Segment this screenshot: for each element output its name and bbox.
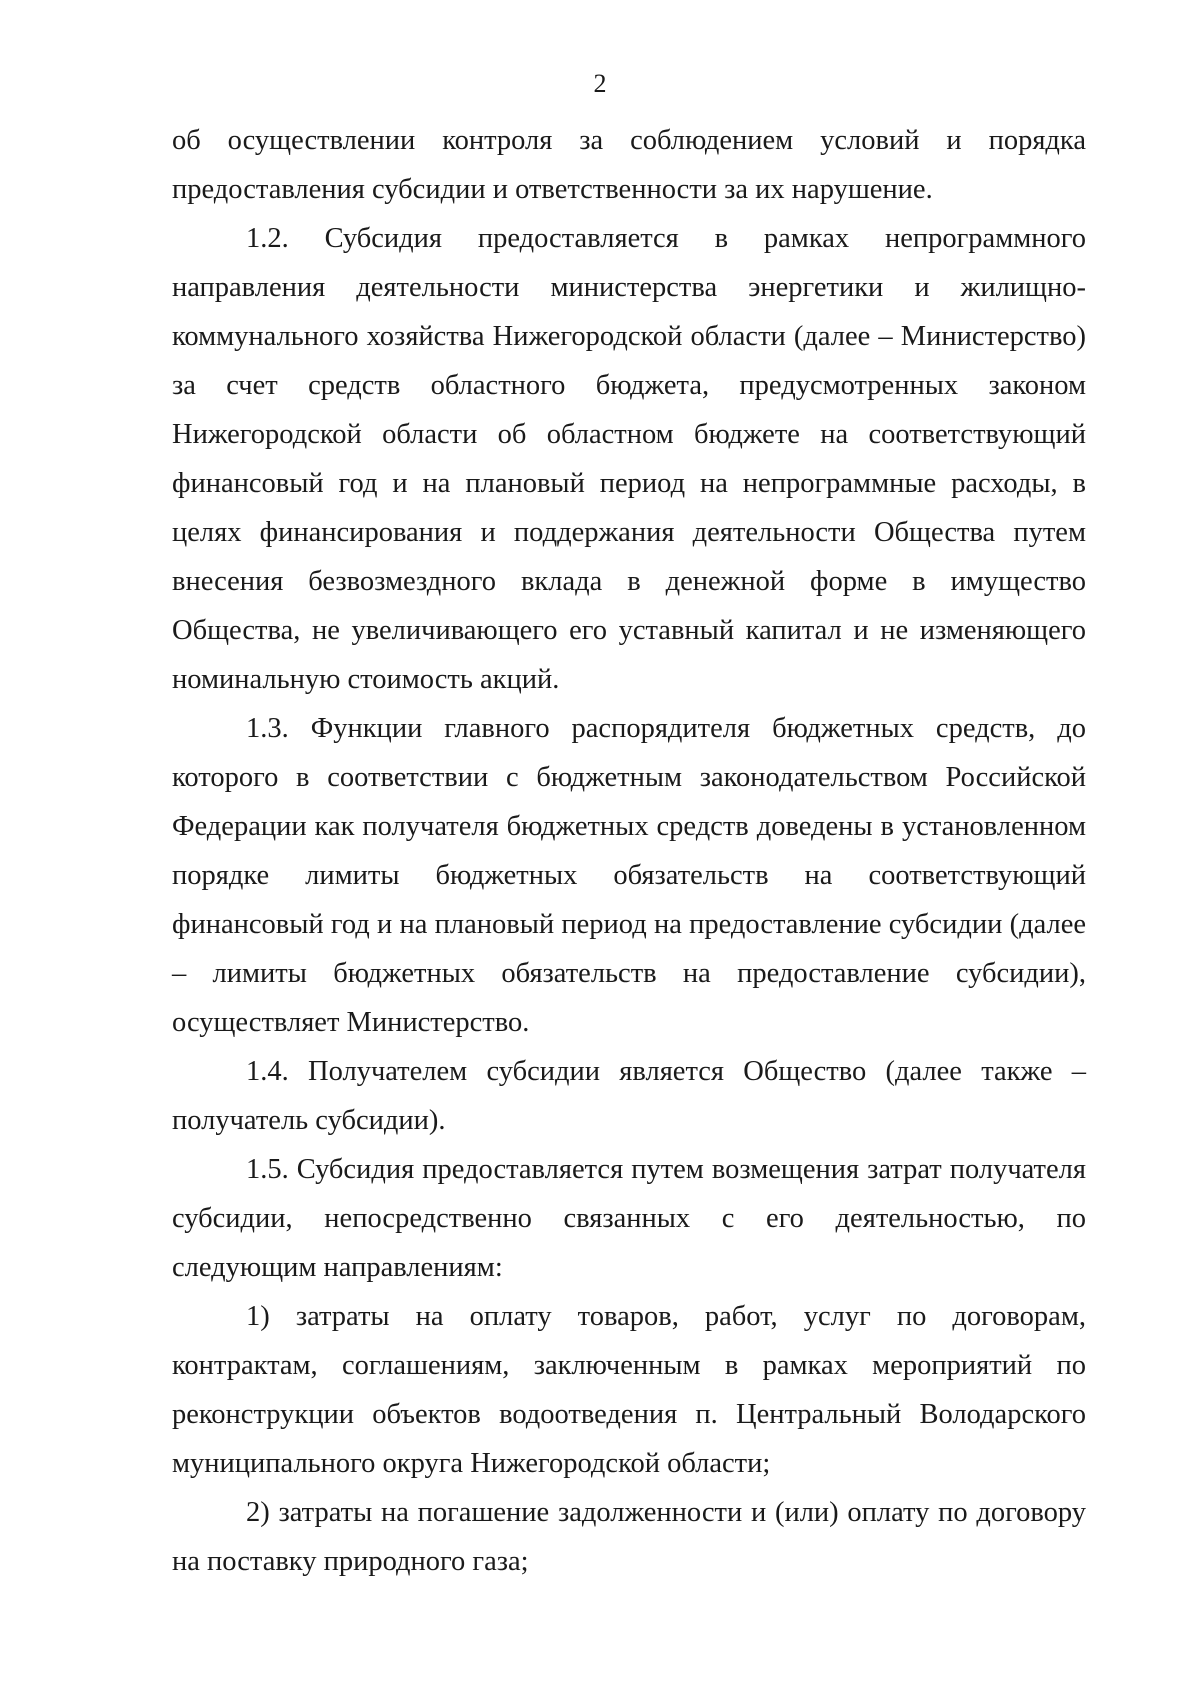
paragraph-1-2: 1.2. Субсидия предоставляется в рамках непрограммного направления деятельности министерства энергетики и жилищно-коммунального хозяйства Нижегородской области (далее – Министерство) за счет средств областного бюджета, предусмотренных законом Нижегородской области об областном бюджете на соответствующий финансовый год и на плановый период на непрограммные расходы, в целях финансирования и поддержания деятельности Общества путем внесения безвозмездного вклада в денежной форме в имущество Общества, не увеличивающего его уставный капитал и не изменяющего номинальную стоимость акций.	[172, 223, 1086, 695]
document-body	[172, 116, 1086, 1586]
paragraph-continuation: об осуществлении контроля за соблюдением условий и порядка предоставления субсидии и ответственности за их нарушение.	[172, 125, 1086, 205]
list-item-1: 1) затраты на оплату товаров, работ, услуг по договорам, контрактам, соглашениям, заключенным в рамках мероприятий по реконструкции объектов водоотведения п. Центральный Володарского муниципального округа Нижегородской области;	[172, 1301, 1086, 1479]
list-item-2: 2) затраты на погашение задолженности и (или) оплату по договору на поставку природного газа;	[172, 1497, 1086, 1577]
paragraph-1-3: 1.3. Функции главного распорядителя бюджетных средств, до которого в соответствии с бюджетным законодательством Российской Федерации как получателя бюджетных средств доведены в установленном порядке лимиты бюджетных обязательств на соответствующий финансовый год и на плановый период на предоставление субсидии (далее – лимиты бюджетных обязательств на предоставление субсидии), осуществляет Министерство.	[172, 713, 1086, 1038]
page-number: 2	[593, 69, 607, 98]
paragraph-1-4: 1.4. Получателем субсидии является Общество (далее также – получатель субсидии).	[172, 1056, 1086, 1136]
paragraph-1-5: 1.5. Субсидия предоставляется путем возмещения затрат получателя субсидии, непосредственно связанных с его деятельностью, по следующим направлениям:	[172, 1154, 1086, 1283]
